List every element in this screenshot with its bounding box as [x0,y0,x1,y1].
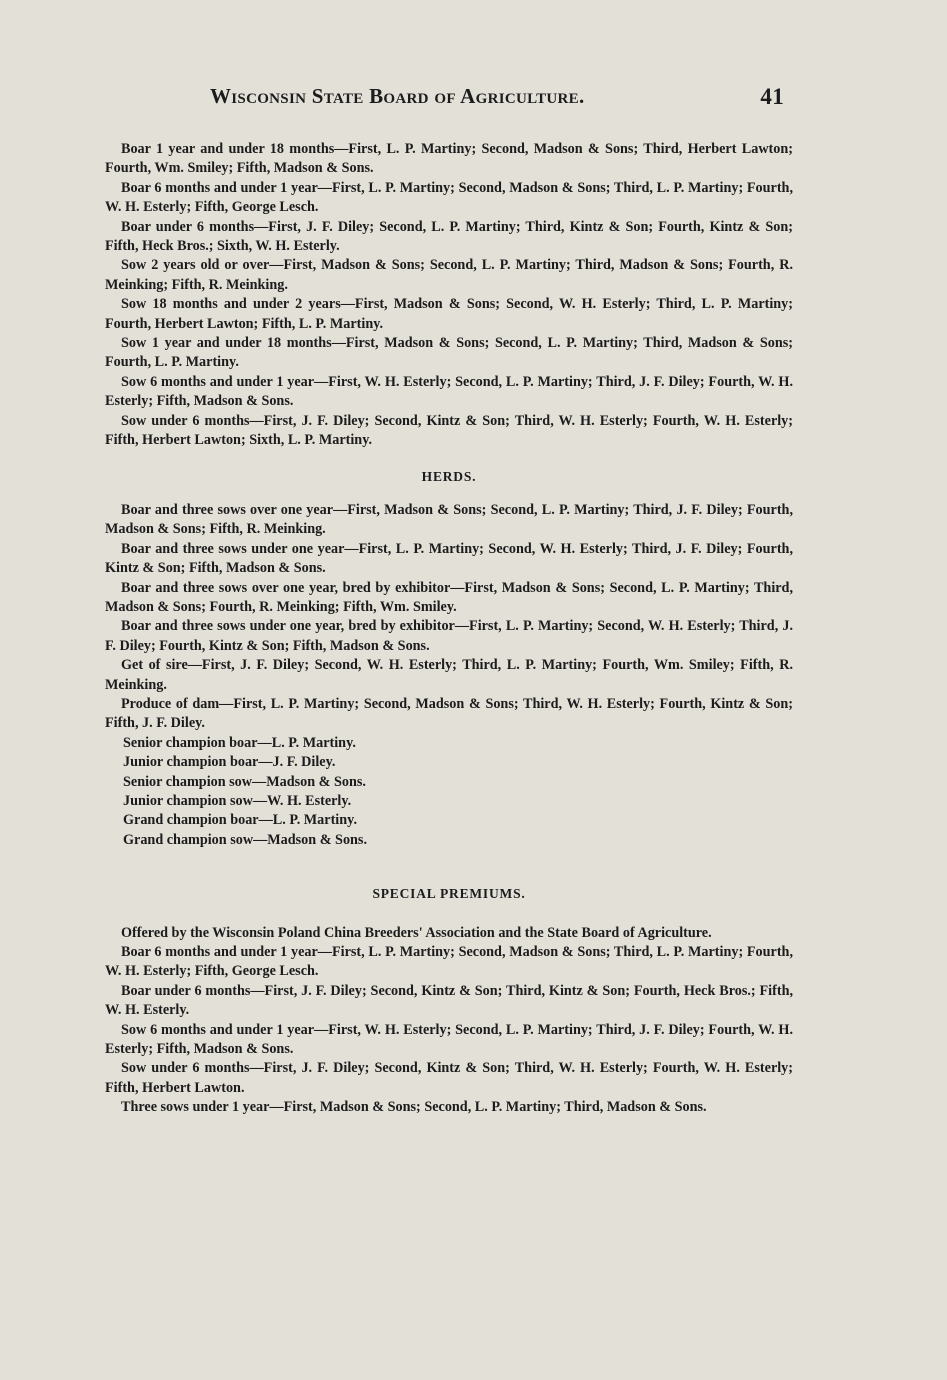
champions-list [105,734,793,850]
special-award-paragraph: Sow 6 months and under 1 year—First, W. H. Esterly; Second, L. P. Martiny; Third, J. F. Diley; Fourth, W. H. Esterly; Fifth, Madson & Sons. [105,1021,793,1058]
award-paragraph: Sow 6 months and under 1 year—First, W. H. Esterly; Second, L. P. Martiny; Third, J. F. Diley; Fourth, W. H. Esterly; Fifth, Madson & Sons. [105,373,793,410]
champion-entry: Senior champion sow—Madson & Sons. [123,773,366,790]
running-title: Wisconsin State Board of Agriculture. [210,84,585,108]
champion-entry: Grand champion sow—Madson & Sons. [123,831,368,848]
herd-award-paragraph: Get of sire—First, J. F. Diley; Second, W. H. Esterly; Third, L. P. Martiny; Fourth, Wm. Smiley; Fifth, R. Meinking. [105,657,793,693]
herd-award-paragraph: Boar and three sows over one year, bred by exhibitor—First, Madson & Sons; Second, L. P. Martiny; Third, Madson & Sons; Fourth, R. Meinking; Fifth, Wm. Smiley. [105,579,793,615]
special-intro: Offered by the Wisconsin Poland China Breeders' Association and the State Board of Agriculture. [121,924,712,941]
herd-award-paragraph: Boar and three sows under one year, bred by exhibitor—First, L. P. Martiny; Second, W. H. Esterly; Third, J. F. Diley; Fourth, Kintz & Son; Fifth, Madson & Sons. [105,618,793,654]
special-award-paragraph: Three sows under 1 year—First, Madson & Sons; Second, L. P. Martiny; Third, Madson & Sons. [121,1099,707,1116]
special-award-paragraph: Sow under 6 months—First, J. F. Diley; Second, Kintz & Son; Third, W. H. Esterly; Fourth, W. H. Esterly; Fifth, Herbert Lawton. [105,1060,793,1096]
award-paragraph: Sow 1 year and under 18 months—First, Madson & Sons; Second, L. P. Martiny; Third, Madson & Sons; Fourth, L. P. Martiny. [105,335,793,371]
herd-award-paragraph: Produce of dam—First, L. P. Martiny; Second, Madson & Sons; Third, W. H. Esterly; Fourth, Kintz & Son; Fifth, J. F. Diley. [105,695,793,732]
champion-entry: Senior champion boar—L. P. Martiny. [123,734,356,751]
herd-award-paragraph: Boar and three sows over one year—First, Madson & Sons; Second, L. P. Martiny; Third, J. F. Diley; Fourth, Madson & Sons; Fifth, R. Meinking. [105,501,793,538]
award-paragraph: Boar 6 months and under 1 year—First, L. P. Martiny; Second, Madson & Sons; Third, L. P. Martiny; Fourth, W. H. Esterly; Fifth, George Lesch. [105,179,793,216]
champion-entry: Junior champion boar—J. F. Diley. [123,754,336,771]
award-paragraph: Boar under 6 months—First, J. F. Diley; Second, L. P. Martiny; Third, Kintz & Son; Fourth, Kintz & Son; Fifth, Heck Bros.; Sixth, W. H. Esterly. [105,218,793,255]
special-premiums-section [105,924,793,1118]
award-paragraph: Sow under 6 months—First, J. F. Diley; Second, Kintz & Son; Third, W. H. Esterly; Fourth, W. H. Esterly; Fifth, Herbert Lawton; Sixth, L. P. Martiny. [105,412,793,449]
herds-section [105,501,793,850]
page-content [105,140,793,1118]
champion-entry: Grand champion boar—L. P. Martiny. [123,812,357,829]
special-award-paragraph: Boar 6 months and under 1 year—First, L. P. Martiny; Second, Madson & Sons; Third, L. P. Martiny; Fourth, W. H. Esterly; Fifth, George Lesch. [105,944,793,980]
herds-heading: HERDS. [421,468,477,484]
award-paragraph: Sow 18 months and under 2 years—First, Madson & Sons; Second, W. H. Esterly; Third, L. P. Martiny; Fourth, Herbert Lawton; Fifth, L. P. Martiny. [105,296,793,332]
special-premiums-heading: SPECIAL PREMIUMS. [372,886,526,902]
herd-award-paragraph: Boar and three sows under one year—First, L. P. Martiny; Second, W. H. Esterly; Third, J. F. Diley; Fourth, Kintz & Son; Fifth, Madson & Sons. [105,540,793,577]
page-header [210,84,790,116]
award-paragraph: Boar 1 year and under 18 months—First, L. P. Martiny; Second, Madson & Sons; Third, Herbert Lawton; Fourth, Wm. Smiley; Fifth, Madson & Sons. [105,141,793,177]
award-paragraph: Sow 2 years old or over—First, Madson & Sons; Second, L. P. Martiny; Third, Madson & Sons; Fourth, R. Meinking; Fifth, R. Meinking. [105,257,793,293]
special-award-paragraph: Boar under 6 months—First, J. F. Diley; Second, Kintz & Son; Third, Kintz & Son; Fourth, Heck Bros.; Fifth, W. H. Esterly. [105,982,793,1019]
individual-awards-section [105,140,793,451]
champion-entry: Junior champion sow—W. H. Esterly. [123,793,352,809]
page-number: 41 [760,84,784,109]
